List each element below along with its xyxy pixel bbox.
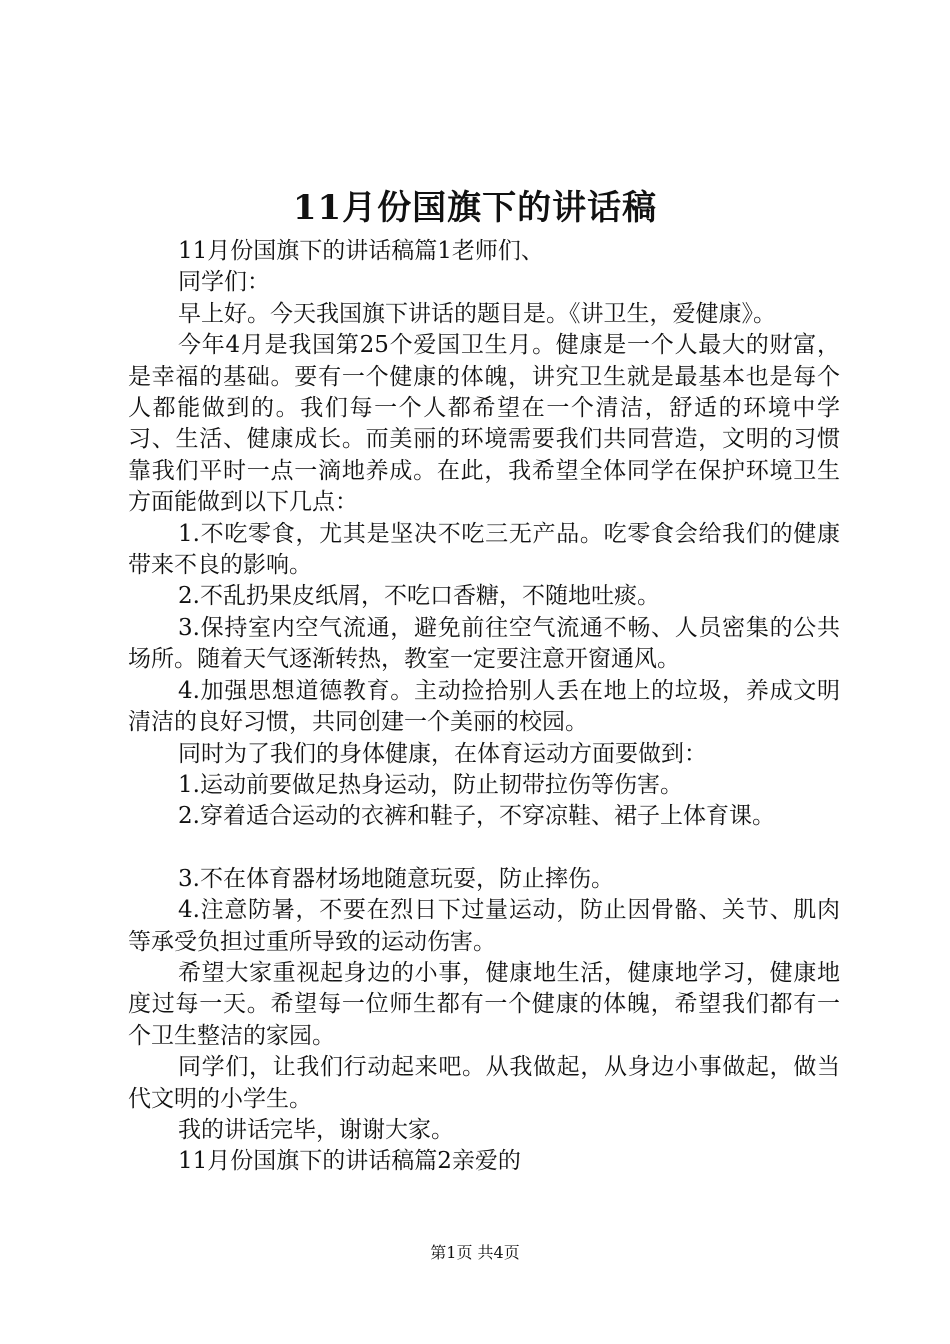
paragraph: 希望大家重视起身边的小事，健康地生活，健康地学习，健康地度过每一天。希望每一位师生都有一个健康的体魄，希望我们都有一个卫生整洁的家园。 xyxy=(128,959,840,1049)
paragraph: 2.穿着适合运动的衣裤和鞋子，不穿凉鞋、裙子上体育课。 xyxy=(178,803,775,830)
paragraph: 4.注意防暑，不要在烈日下过量运动，防止因骨骼、关节、肌肉等承受负担过重所导致的运动伤害。 xyxy=(128,897,840,955)
paragraph: 1.不吃零食，尤其是坚决不吃三无产品。吃零食会给我们的健康带来不良的影响。 xyxy=(128,520,840,579)
paragraph: 今年4月是我国第25个爱国卫生月。健康是一个人最大的财富，是幸福的基础。要有一个健康的体魄，讲究卫生就是最基本也是每个人都能做到的。我们每一个人都希望在一个清洁，舒适的环境中学习、生活、健康成长。而美丽的环境需要我们共同营造，文明的习惯靠我们平时一点一滴地养成。在此，我希望全体同学在保护环境卫生方面能做到以下几点： xyxy=(128,332,840,516)
paragraph: 早上好。今天我国旗下讲话的题目是。《讲卫生，爱健康》。 xyxy=(178,300,776,327)
paragraph: 1.运动前要做足热身运动，防止韧带拉伤等伤害。 xyxy=(178,771,683,798)
paragraph: 我的讲话完毕，谢谢大家。 xyxy=(178,1116,454,1143)
paragraph: 同时为了我们的身体健康，在体育运动方面要做到： xyxy=(178,740,707,767)
paragraph: 11月份国旗下的讲话稿篇2亲爱的 xyxy=(178,1148,521,1175)
page-number-footer: 第1页 共4页 xyxy=(430,1243,520,1262)
paragraph: 11月份国旗下的讲话稿篇1老师们、 xyxy=(178,238,544,264)
document-body xyxy=(128,236,840,1178)
document-title: 11月份国旗下的讲话稿 xyxy=(292,188,658,228)
paragraph: 同学们，让我们行动起来吧。从我做起，从身边小事做起，做当代文明的小学生。 xyxy=(128,1054,840,1112)
paragraph: 2.不乱扔果皮纸屑，不吃口香糖，不随地吐痰。 xyxy=(178,583,660,610)
paragraph: 3.不在体育器材场地随意玩耍，防止摔伤。 xyxy=(178,865,614,892)
paragraph: 同学们： xyxy=(178,269,270,296)
paragraph: 4.加强思想道德教育。主动捡拾别人丢在地上的垃圾，养成文明清洁的良好习惯，共同创建一个美丽的校园。 xyxy=(128,677,840,736)
paragraph: 3.保持室内空气流通，避免前往空气流通不畅、人员密集的公共场所。随着天气逐渐转热，教室一定要注意开窗通风。 xyxy=(128,614,840,673)
